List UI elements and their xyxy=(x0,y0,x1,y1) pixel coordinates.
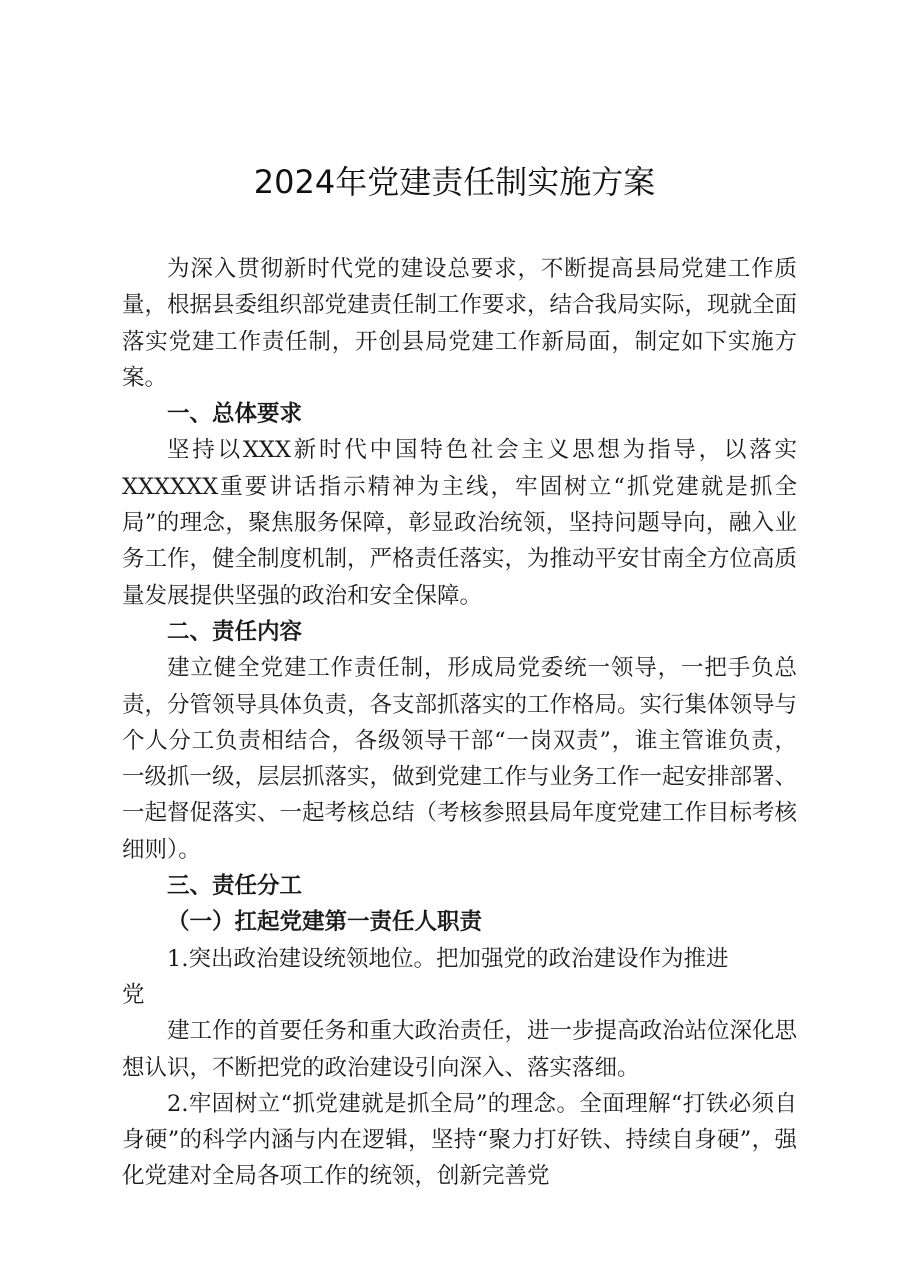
item-1-orphan-char: 党 xyxy=(122,981,145,1008)
subsection-heading-first-responsible: （一）扛起党建第一责任人职责 xyxy=(167,909,483,936)
section-paragraph-responsibility-content: 建立健全党建工作责任制，形成局党委统一领导，一把手负总责，分管领导具体负责，各支部抓落实的工作格局。实行集体领导与个人分工负责相结合，各级领导干部“一岗双责”，谁主管谁负责，一级抓一级，层层抓落实，做到党建工作与业务工作一起安排部署、一起督促落实、一起考核总结（考核参照县局年度党建工作目标考核细则）。 xyxy=(122,655,798,863)
item-2-paragraph: 2.牢固树立“抓党建就是抓全局”的理念。全面理解“打铁必须自身硬”的科学内涵与内在逻辑，坚持“聚力打好铁、持续自身硬”，强化党建对全局各项工作的统领，创新完善党 xyxy=(122,1090,797,1190)
intro-paragraph: 为深入贯彻新时代党的建设总要求，不断提高县局党建工作质量，根据县委组织部党建责任制工作要求，结合我局实际，现就全面落实党建工作责任制，开创县局党建工作新局面，制定如下实施方案。 xyxy=(122,256,798,391)
section-heading-responsibility-division: 三、责任分工 xyxy=(167,873,303,900)
item-1-first-line: 1.突出政治建设统领地位。把加强党的政治建设作为推进 xyxy=(167,945,729,972)
section-heading-responsibility-content: 二、责任内容 xyxy=(167,618,303,645)
document-body xyxy=(122,251,797,1195)
section-heading-general-requirements: 一、总体要求 xyxy=(167,401,303,428)
document-title: 2024年党建责任制实施方案 xyxy=(253,163,656,201)
section-paragraph-general-requirements: 坚持以XXX新时代中国特色社会主义思想为指导，以落实XXXXXX重要讲话指示精神为主线，牢固树立“抓党建就是抓全局”的理念，聚焦服务保障，彰显政治统领，坚持问题导向，融入业务工作，健全制度机制，严格责任落实，为推动平安甘南全方位高质量发展提供坚强的政治和安全保障。 xyxy=(122,437,798,609)
item-1-continuation: 建工作的首要任务和重大政治责任，进一步提高政治站位深化思想认识，不断把党的政治建设引向深入、落实落细。 xyxy=(122,1018,798,1081)
